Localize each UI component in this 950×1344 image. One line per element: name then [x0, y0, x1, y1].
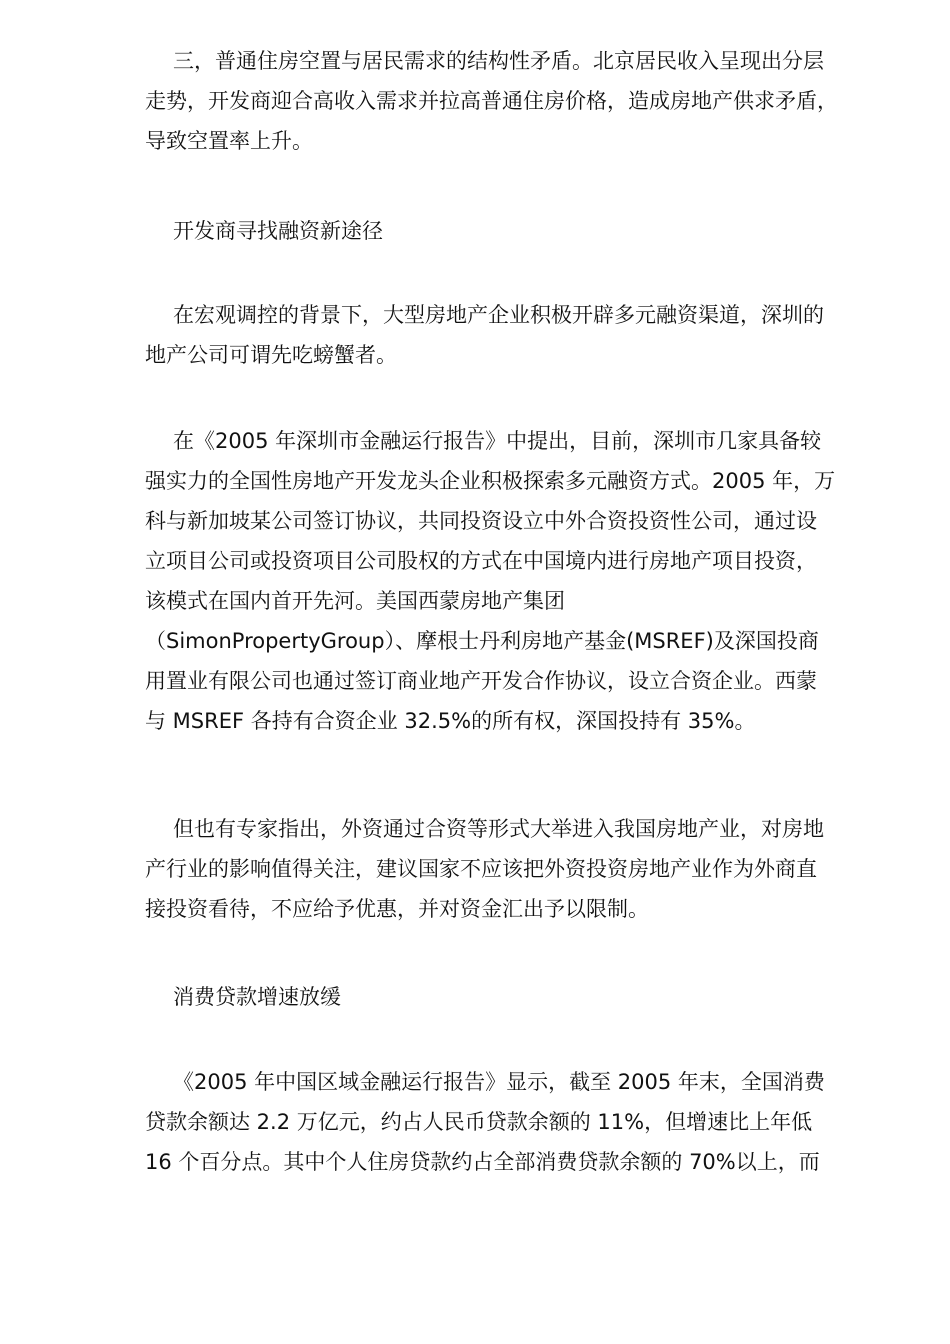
paragraph-housing-vacancy	[145, 41, 880, 161]
section-heading-financing	[145, 211, 880, 251]
paragraph-shenzhen-report	[145, 421, 880, 741]
text-line: 产行业的影响值得关注，建议国家不应该把外资投资房地产业作为外商直	[145, 857, 817, 881]
text-line: 与 MSREF 各持有合资企业 32.5%的所有权，深国投持有 35%。	[145, 709, 756, 733]
text-line: 贷款余额达 2.2 万亿元，约占人民币贷款余额的 11%，但增速比上年低	[145, 1110, 813, 1134]
text-line: 在宏观调控的背景下，大型房地产企业积极开辟多元融资渠道，深圳的	[173, 303, 824, 327]
paragraph-expert-view	[145, 809, 880, 929]
text-line: 接投资看待，不应给予优惠，并对资金汇出予以限制。	[145, 897, 649, 921]
text-line: 但也有专家指出，外资通过合资等形式大举进入我国房地产业，对房地	[173, 817, 824, 841]
text-line: 该模式在国内首开先河。美国西蒙房地产集团	[145, 589, 565, 613]
text-line: 走势，开发商迎合高收入需求并拉高普通住房价格，造成房地产供求矛盾，	[145, 89, 838, 113]
text-line: 导致空置率上升。	[145, 129, 313, 153]
text-line: 16 个百分点。其中个人住房贷款约占全部消费贷款余额的 70%以上，而	[145, 1150, 820, 1174]
text-line: （SimonPropertyGroup）、摩根士丹利房地产基金(MSREF)及深国投商	[145, 629, 819, 653]
text-line: 三，普通住房空置与居民需求的结构性矛盾。北京居民收入呈现出分层	[173, 49, 824, 73]
text-line: 地产公司可谓先吃螃蟹者。	[145, 343, 397, 367]
heading-text: 开发商寻找融资新途径	[173, 219, 383, 243]
text-line: 科与新加坡某公司签订协议，共同投资设立中外合资投资性公司，通过设	[145, 509, 817, 533]
paragraph-macro-control	[145, 295, 880, 375]
section-heading-consumer-loans	[145, 977, 880, 1017]
text-line: 《2005 年中国区域金融运行报告》显示，截至 2005 年末，全国消费	[173, 1070, 825, 1094]
paragraph-regional-report	[145, 1062, 880, 1182]
text-line: 立项目公司或投资项目公司股权的方式在中国境内进行房地产项目投资，	[145, 549, 817, 573]
heading-text: 消费贷款增速放缓	[173, 985, 341, 1009]
text-line: 强实力的全国性房地产开发龙头企业积极探索多元融资方式。2005 年，万	[145, 469, 836, 493]
text-line: 用置业有限公司也通过签订商业地产开发合作协议，设立合资企业。西蒙	[145, 669, 817, 693]
text-line: 在《2005 年深圳市金融运行报告》中提出，目前，深圳市几家具备较	[173, 429, 822, 453]
